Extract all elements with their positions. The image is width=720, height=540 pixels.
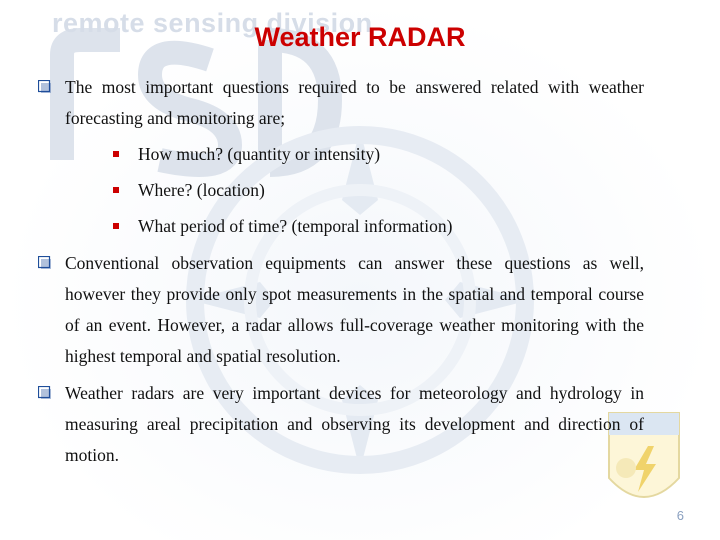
sub-bullet-item — [38, 208, 644, 244]
square-bullet-icon — [113, 151, 119, 157]
checkbox-bullet-icon — [38, 80, 51, 93]
bullet-item — [38, 248, 644, 372]
square-bullet-icon — [113, 187, 119, 193]
bullet-text: Conventional observation equipments can answer these questions as well, however they provide only spot measurements in the spatial and temporal course of an event. However, a radar allows full-coverage weather monitoring with the highest temporal and spatial resolution. — [65, 253, 644, 366]
sub-bullet-item — [38, 136, 644, 172]
sub-bullet-item — [38, 172, 644, 208]
slide-title: Weather RADAR — [254, 22, 466, 52]
sub-bullet-text: How much? (quantity or intensity) — [138, 144, 381, 164]
bullet-item — [38, 378, 644, 471]
bullet-item — [38, 72, 644, 134]
sub-bullet-text: Where? (location) — [138, 180, 265, 200]
bullet-text: Weather radars are very important devices for meteorology and hydrology in measuring areal precipitation and observing its development and direction of motion. — [65, 383, 644, 465]
content — [38, 72, 644, 473]
checkbox-bullet-icon — [38, 256, 51, 269]
page-number: 6 — [676, 508, 684, 523]
watermark-text: remote sensing division — [52, 8, 373, 38]
bullet-text: The most important questions required to be answered related with weather forecasting and monitoring are; — [65, 77, 644, 128]
checkbox-bullet-icon — [38, 386, 51, 399]
square-bullet-icon — [113, 223, 119, 229]
sub-bullet-text: What period of time? (temporal information) — [138, 216, 453, 236]
